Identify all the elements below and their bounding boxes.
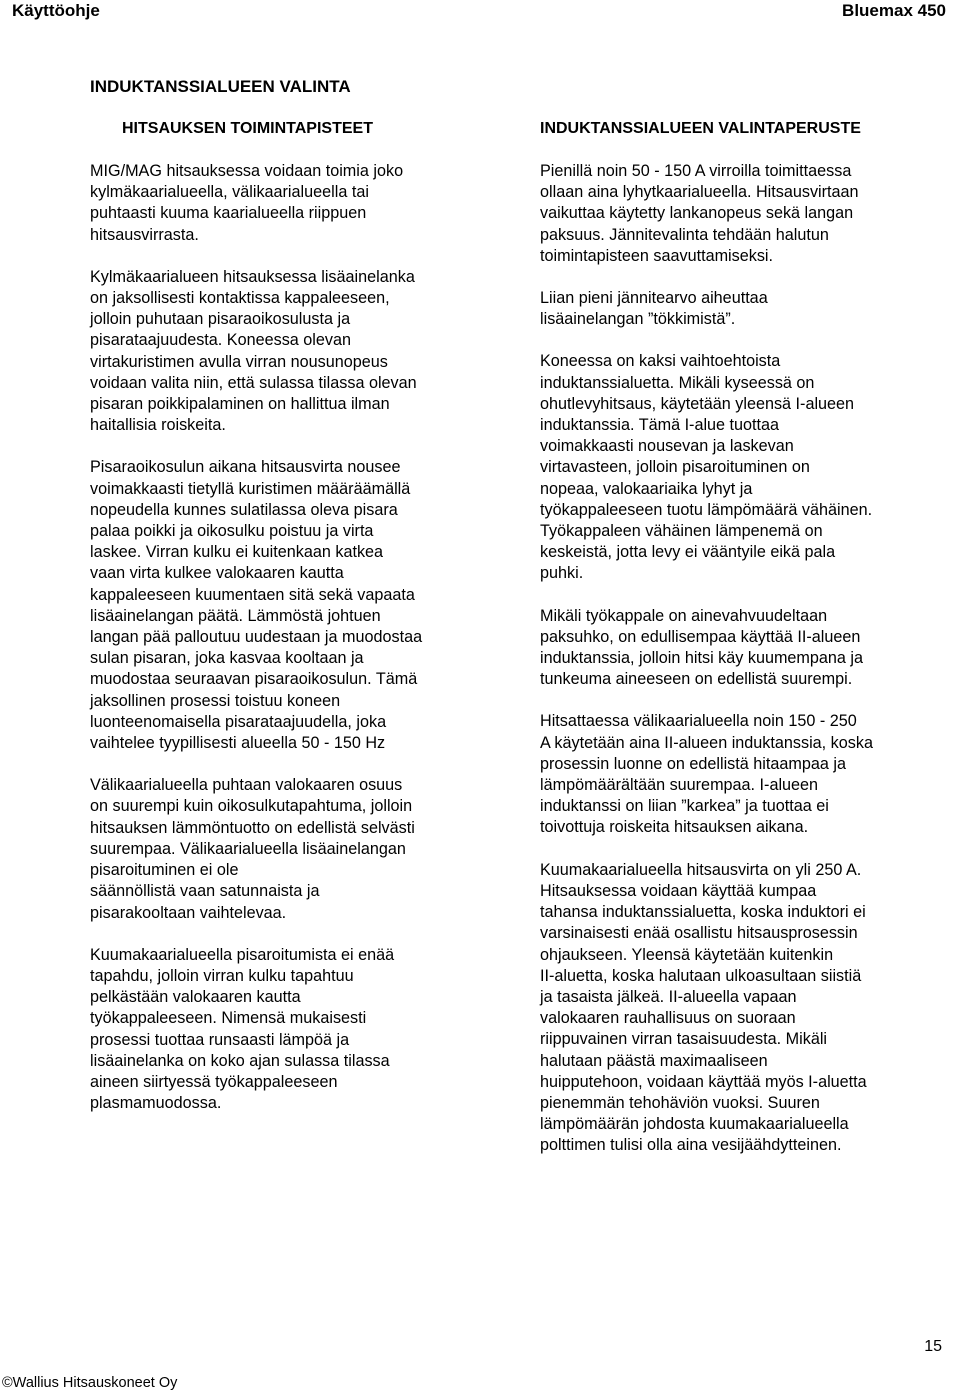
right-column	[540, 118, 940, 1157]
footer-copyright: ©Wallius Hitsauskoneet Oy	[2, 1375, 178, 1391]
left-column-title: HITSAUKSEN TOIMINTAPISTEET	[122, 120, 373, 137]
paragraph: Liian pieni jännitearvo aiheuttaa lisäainelangan ”tökkimistä”.	[540, 289, 768, 329]
section-title: INDUKTANSSIALUEEN VALINTA	[90, 77, 351, 96]
paragraph: Pienillä noin 50 - 150 A virroilla toimittaessa ollaan aina lyhytkaarialueella. Hitsausvirtaan vaikuttaa käytetty lankanopeus sekä langan paksuus. Jännitevalinta tehdään halutun toimintapisteen saavuttamiseksi.	[540, 162, 859, 265]
paragraph: MIG/MAG hitsauksessa voidaan toimia joko kylmäkaarialueella, välikaarialueella tai puhtaasti kuuma kaarialueella riippuen hitsausvirrasta.	[90, 162, 404, 244]
paragraph: Kuumakaarialueella hitsausvirta on yli 250 A. Hitsauksessa voidaan käyttää kumpaa tahansa induktanssialuetta, koska induktori ei varsinaisesti enää osallistu hitsausprosessin ohjaukseen. Yleensä käytetään kuitenkin II-aluetta, koska halutaan ulkoasultaan siistiä ja tasaista jälkeä. II-alueella vapaan valokaaren rauhallisuus on suoraan riippuvainen virran tasaisuudesta. Mikäli halutaan päästä maximaaliseen huipputehoon, voidaan käyttää myös I-aluetta pienemmän tehohäviön vuoksi. Suuren lämpömäärän johdosta kuumakaarialueella polttimen tulisi olla aina vesijäähdytteinen.	[540, 860, 867, 1155]
paragraph: Pisaraoikosulun aikana hitsausvirta nousee voimakkaasti tietyllä kuristimen määräämällä nopeudella kunnes sulatilassa oleva pisara palaa poikki ja oikosulku poistuu ja virta laskee. Virran kulku ei kuitenkaan katkea vaan virta kulkee valokaaren kautta kappaleeseen kuumentaen sitä sekä vapaata lisäainelangan päätä. Lämmöstä johtuen langan pää palloutuu uudestaan ja muodostaa sulan pisaran, joka kasvaa kooltaan ja muodostaa seuraavan pisaraoikosulun. Tämä jaksollinen prosessi toistuu koneen luonteenomaisella pisarataajuudella, joka vaihtelee tyypillisesti alueella 50 - 150 Hz	[90, 458, 423, 753]
paragraph: Kuumakaarialueella pisaroitumista ei enää tapahdu, jolloin virran kulku tapahtuu pelkästään valokaaren kautta työkappaleeseen. Nimensä mukaisesti prosessi tuottaa runsaasti lämpöä ja lisäainelanka on koko ajan sulassa tilassa aineen siirtyessä työkappaleeseen plasmamuodossa.	[90, 945, 395, 1113]
paragraph: Kylmäkaarialueen hitsauksessa lisäainelanka on jaksollisesti kontaktissa kappaleeseen, jolloin puhutaan pisaraoikosulusta ja pisarataajuudesta. Koneessa olevan virtakuristimen avulla virran nousunopeus voidaan valita niin, että sulassa tilassa olevan pisaran poikkipalaminen on hallittua ilman haitallisia roiskeita.	[90, 267, 417, 435]
paragraph: Hitsattaessa välikaarialueella noin 150 - 250 A käytetään aina II-alueen induktanssia, koska prosessin luonne on edellistä hitaampaa ja lämpömäärältään suurempaa. I-alueen induktanssi on liian ”karkea” ja tuottaa ei toivottuja roiskeita hitsauksen aikana.	[540, 712, 873, 837]
right-column-title: INDUKTANSSIALUEEN VALINTAPERUSTE	[540, 120, 861, 137]
header-doc-title: Käyttöohje	[12, 1, 100, 20]
paragraph: Välikaarialueella puhtaan valokaaren osuus on suurempi kuin oikosulkutapahtuma, jolloin hitsauksen lämmöntuotto on edellistä selvästi suurempaa. Välikaarialueella lisäainelangan pisaroituminen ei ole säännöllistä vaan satunnaista ja pisarakooltaan vaihtelevaa.	[90, 776, 415, 922]
header-product-name: Bluemax 450	[842, 1, 946, 20]
left-column	[90, 118, 478, 1114]
paragraph: Mikäli työkappale on ainevahvuudeltaan paksuhko, on edullisempaa käyttää II-alueen induktanssia, jolloin hitsi käy kuumempana ja tunkeuma aineeseen on edellistä suurempi.	[540, 606, 864, 689]
paragraph: Koneessa on kaksi vaihtoehtoista induktanssialuetta. Mikäli kyseessä on ohutlevyhitsaus, käytetään yleensä I-alueen induktanssia. Tämä I-alue tuottaa voimakkaasti nousevan ja laskevan virtavasteen, jolloin pisaroituminen on nopeaa, valokaariaika lyhyt ja työkappaleeseen tuotu lämpömäärä vähäinen. Työkappaleen vähäinen lämpenemä on keskeistä, jotta levy ei vääntyile eikä pala puhki.	[540, 352, 873, 583]
page-number: 15	[924, 1338, 942, 1355]
